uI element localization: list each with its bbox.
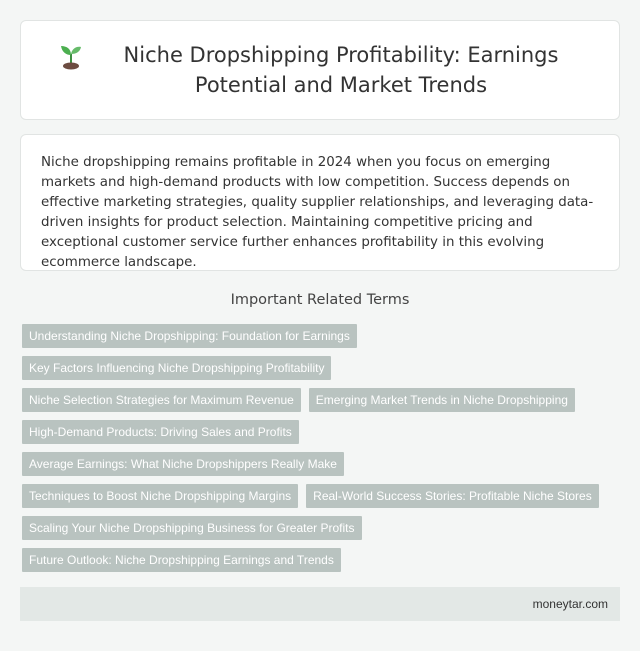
term-row — [22, 356, 622, 380]
term-row — [22, 516, 622, 540]
term-tag[interactable]: Key Factors Influencing Niche Dropshipping Profitability — [22, 356, 331, 380]
footer-site-name[interactable]: moneytar.com — [532, 597, 608, 611]
term-row — [22, 548, 622, 572]
term-tag[interactable]: Real-World Success Stories: Profitable Niche Stores — [306, 484, 599, 508]
term-row — [22, 324, 622, 348]
page-title: Niche Dropshipping Profitability: Earnings Potential and Market Trends — [123, 43, 559, 97]
term-row — [22, 420, 622, 444]
term-tag[interactable]: Understanding Niche Dropshipping: Foundation for Earnings — [22, 324, 357, 348]
title-card — [20, 20, 620, 120]
term-row — [22, 388, 622, 412]
term-tag[interactable]: Techniques to Boost Niche Dropshipping Margins — [22, 484, 298, 508]
summary-text: Niche dropshipping remains profitable in 2024 when you focus on emerging markets and high-demand products with low competition. Success depends on effective marketing strategies, quality supplier relationships, and leveraging data-driven insights for product selection. Maintaining competitive pricing and exceptional customer service further enhances profitability in this evolving ecommerce landscape. — [41, 155, 594, 270]
term-tag[interactable]: Niche Selection Strategies for Maximum Revenue — [22, 388, 301, 412]
term-row — [22, 484, 622, 508]
term-tag[interactable]: Future Outlook: Niche Dropshipping Earnings and Trends — [22, 548, 341, 572]
related-terms-heading: Important Related Terms — [230, 292, 410, 308]
related-terms-list — [22, 324, 622, 580]
term-tag[interactable]: Scaling Your Niche Dropshipping Business for Greater Profits — [22, 516, 362, 540]
summary-card — [20, 134, 620, 271]
sprout-icon — [59, 42, 83, 70]
footer — [20, 587, 620, 621]
term-tag[interactable]: High-Demand Products: Driving Sales and Profits — [22, 420, 299, 444]
term-row — [22, 452, 622, 476]
term-tag[interactable]: Emerging Market Trends in Niche Dropshipping — [309, 388, 575, 412]
term-tag[interactable]: Average Earnings: What Niche Dropshippers Really Make — [22, 452, 344, 476]
title-wrap — [59, 40, 581, 100]
